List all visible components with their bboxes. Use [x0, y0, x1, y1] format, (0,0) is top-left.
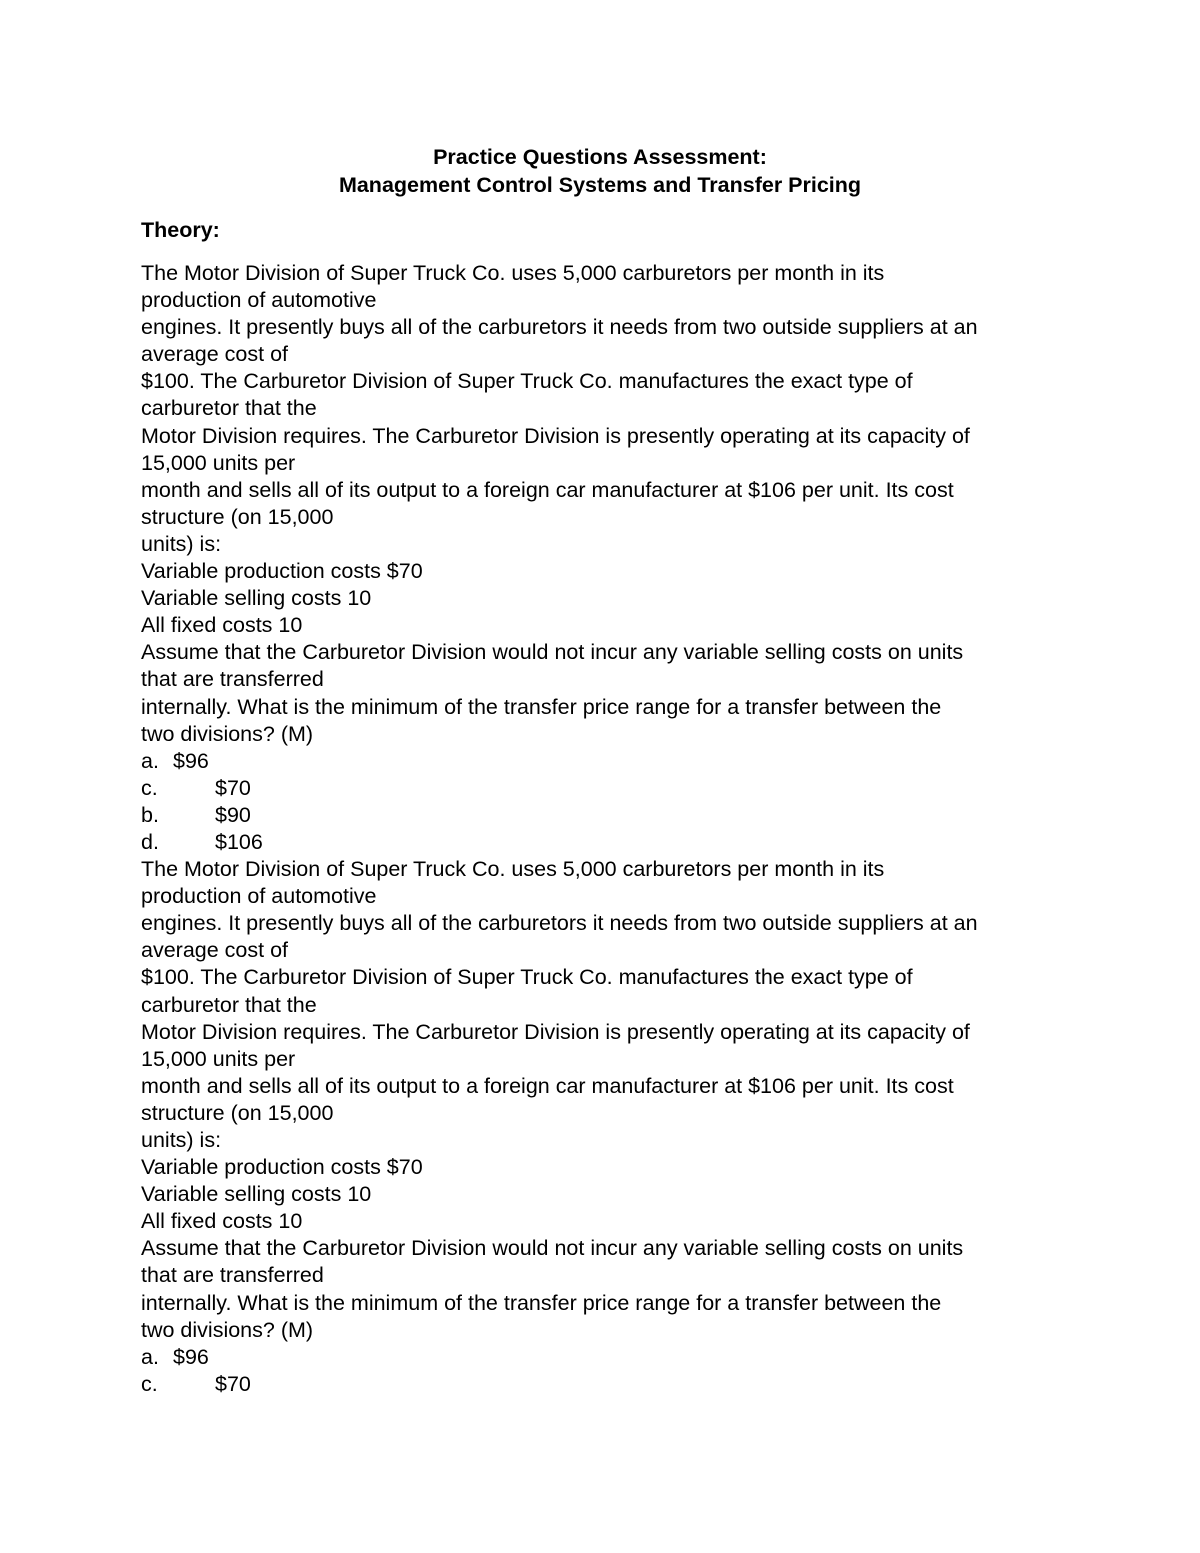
question-line: two divisions? (M) [141, 1317, 314, 1342]
question-line: 15,000 units per [141, 1046, 296, 1071]
question-line: internally. What is the minimum of the transfer price range for a transfer between the [141, 694, 942, 719]
cost-line: Variable production costs $70 [141, 1155, 423, 1180]
answer-option [141, 1344, 1071, 1371]
title-line-1: Practice Questions Assessment: [433, 145, 767, 169]
question-line: that are transferred [141, 667, 324, 692]
cost-line: All fixed costs 10 [141, 613, 303, 638]
cost-line: Variable selling costs 10 [141, 1182, 372, 1207]
question-line: internally. What is the minimum of the transfer price range for a transfer between the [141, 1290, 942, 1315]
body-text [141, 260, 1071, 1398]
question-1 [141, 260, 1071, 856]
question-line: structure (on 15,000 [141, 1100, 334, 1125]
document-title [0, 143, 1200, 199]
option-letter: d. [141, 829, 159, 854]
cost-line: Variable selling costs 10 [141, 586, 372, 611]
cost-line: All fixed costs 10 [141, 1209, 303, 1234]
question-line: The Motor Division of Super Truck Co. uses 5,000 carburetors per month in its [141, 261, 885, 285]
question-line: Motor Division requires. The Carburetor Division is presently operating at its capacity of [141, 1019, 970, 1044]
title-line-2: Management Control Systems and Transfer Pricing [338, 173, 862, 197]
question-line: 15,000 units per [141, 450, 296, 475]
option-value: $70 [215, 775, 251, 800]
option-value: $96 [173, 1344, 209, 1369]
question-line: units) is: [141, 1128, 222, 1152]
answer-option [141, 1371, 1071, 1398]
question-line: The Motor Division of Super Truck Co. uses 5,000 carburetors per month in its [141, 857, 885, 882]
answer-option [141, 775, 1071, 802]
question-line: production of automotive [141, 884, 377, 909]
question-line: Motor Division requires. The Carburetor Division is presently operating at its capacity of [141, 423, 970, 448]
question-line: $100. The Carburetor Division of Super Truck Co. manufactures the exact type of [141, 965, 913, 990]
section-heading: Theory: [141, 218, 220, 242]
question-line: average cost of [141, 342, 289, 367]
question-line: two divisions? (M) [141, 721, 314, 746]
option-value: $70 [215, 1371, 251, 1396]
question-line: production of automotive [141, 288, 377, 313]
question-line: carburetor that the [141, 992, 317, 1017]
answer-option [141, 829, 1071, 856]
option-value: $90 [215, 802, 251, 827]
option-letter: c. [141, 1371, 158, 1396]
question-line: average cost of [141, 938, 289, 963]
question-line: that are transferred [141, 1263, 324, 1288]
question-line: engines. It presently buys all of the carburetors it needs from two outside suppliers at an [141, 315, 978, 340]
question-line: Assume that the Carburetor Division would not incur any variable selling costs on units [141, 640, 964, 665]
question-line: Assume that the Carburetor Division would not incur any variable selling costs on units [141, 1236, 964, 1261]
option-letter: b. [141, 802, 159, 827]
question-line: $100. The Carburetor Division of Super Truck Co. manufactures the exact type of [141, 369, 913, 394]
question-line: month and sells all of its output to a foreign car manufacturer at $106 per unit. Its cost [141, 1073, 954, 1098]
option-letter: c. [141, 775, 158, 800]
question-line: engines. It presently buys all of the carburetors it needs from two outside suppliers at an [141, 911, 978, 936]
question-line: month and sells all of its output to a foreign car manufacturer at $106 per unit. Its cost [141, 477, 954, 502]
answer-option [141, 802, 1071, 829]
option-letter: a. [141, 1344, 159, 1369]
question-2 [141, 856, 1071, 1398]
option-value: $96 [173, 748, 209, 773]
question-line: carburetor that the [141, 396, 317, 421]
question-line: units) is: [141, 531, 222, 556]
answer-option [141, 748, 1071, 775]
option-letter: a. [141, 748, 159, 773]
cost-line: Variable production costs $70 [141, 559, 423, 584]
question-line: structure (on 15,000 [141, 504, 334, 529]
option-value: $106 [215, 829, 263, 854]
